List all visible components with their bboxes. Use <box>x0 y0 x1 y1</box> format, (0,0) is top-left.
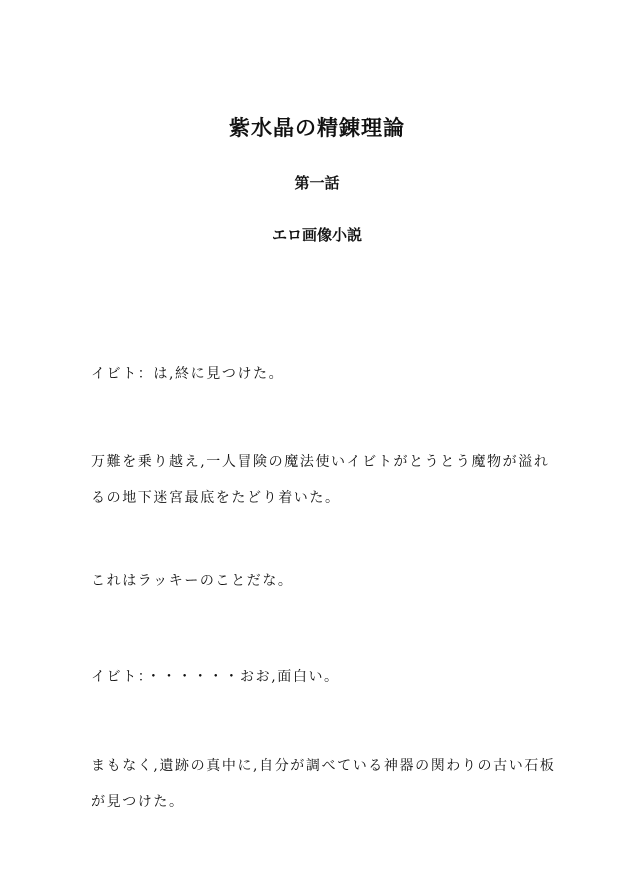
series-label: エロ画像小説 <box>271 226 362 244</box>
paragraph-line: まもなく,遺跡の真中に,自分が調べている神器の関わりの古い石板 <box>91 758 556 774</box>
paragraph-line: 万難を乗り越え,一人冒険の魔法使いイビトがとうとう魔物が溢れ <box>91 454 550 470</box>
paragraph-line: イビト：・・・・・・おお,面白い。 <box>91 669 340 685</box>
paragraph-line: るの地下迷宮最底をたどり着いた。 <box>91 490 341 506</box>
chapter-title: 第一話 <box>294 174 340 192</box>
document-title: 紫水晶の精錬理論 <box>229 115 405 140</box>
paragraph-line: が見つけた。 <box>91 794 185 810</box>
paragraph-4 <box>91 659 551 695</box>
paragraph-3 <box>91 563 551 599</box>
paragraph-line: これはラッキーのことだな。 <box>91 573 294 589</box>
paragraph-1 <box>91 356 551 392</box>
paragraph-5 <box>91 748 556 820</box>
paragraph-2 <box>91 444 551 516</box>
paragraph-line: イビト：は,終に見つけた。 <box>91 366 285 382</box>
